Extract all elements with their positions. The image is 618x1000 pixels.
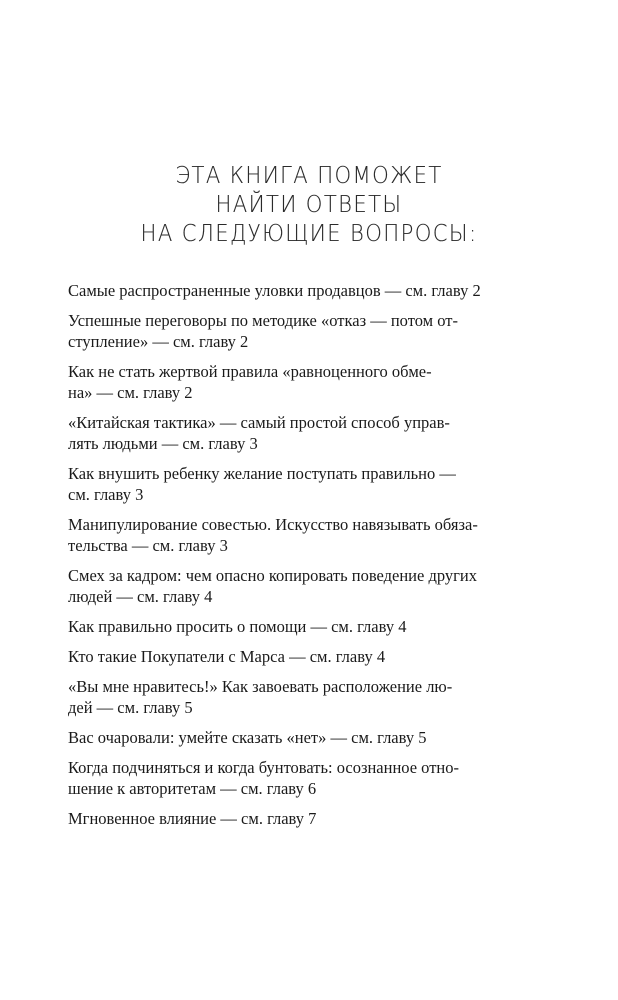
heading-line-2: НАЙТИ ОТВЕТЫ — [215, 192, 403, 218]
question-line: Успешные переговоры по методике «отказ — потом от- — [68, 311, 458, 330]
question-line: «Китайская тактика» — самый простой способ управ- — [68, 413, 450, 432]
page-heading — [0, 162, 618, 249]
question-line: Как правильно просить о помощи — см. главу 4 — [68, 617, 407, 636]
question-item — [68, 676, 530, 718]
question-line: дей — см. главу 5 — [68, 698, 193, 717]
question-line: Манипулирование совестью. Искусство навязывать обяза- — [68, 515, 478, 534]
question-item — [68, 616, 530, 637]
question-line: Смех за кадром: чем опасно копировать поведение других — [68, 566, 477, 585]
question-item — [68, 514, 530, 556]
question-line: Как внушить ребенку желание поступать правильно — — [68, 464, 456, 483]
question-line: ступление» — см. главу 2 — [68, 332, 249, 351]
question-line: людей — см. главу 4 — [68, 587, 213, 606]
question-line: на» — см. главу 2 — [68, 383, 193, 402]
questions-list — [68, 280, 530, 838]
heading-line-3: НА СЛЕДУЮЩИЕ ВОПРОСЫ: — [140, 221, 478, 247]
question-line: Как не стать жертвой правила «равноценного обме- — [68, 362, 432, 381]
question-line: Кто такие Покупатели с Марса — см. главу 4 — [68, 647, 386, 666]
question-item — [68, 646, 530, 667]
question-item — [68, 757, 530, 799]
question-line: шение к авторитетам — см. главу 6 — [68, 779, 317, 798]
question-item — [68, 727, 530, 748]
question-line: Вас очаровали: умейте сказать «нет» — см. главу 5 — [68, 728, 427, 747]
question-line: лять людьми — см. главу 3 — [68, 434, 258, 453]
question-item — [68, 412, 530, 454]
question-item — [68, 361, 530, 403]
question-item — [68, 463, 530, 505]
question-item — [68, 310, 530, 352]
question-item — [68, 808, 530, 829]
question-item — [68, 565, 530, 607]
question-item — [68, 280, 530, 301]
question-line: «Вы мне нравитесь!» Как завоевать расположение лю- — [68, 677, 453, 696]
question-line: тельства — см. главу 3 — [68, 536, 228, 555]
question-line: Мгновенное влияние — см. главу 7 — [68, 809, 317, 828]
heading-line-1: ЭТА КНИГА ПОМОЖЕТ — [175, 163, 443, 189]
question-line: Самые распространенные уловки продавцов — см. главу 2 — [68, 281, 481, 300]
question-line: см. главу 3 — [68, 485, 144, 504]
question-line: Когда подчиняться и когда бунтовать: осознанное отно- — [68, 758, 460, 777]
